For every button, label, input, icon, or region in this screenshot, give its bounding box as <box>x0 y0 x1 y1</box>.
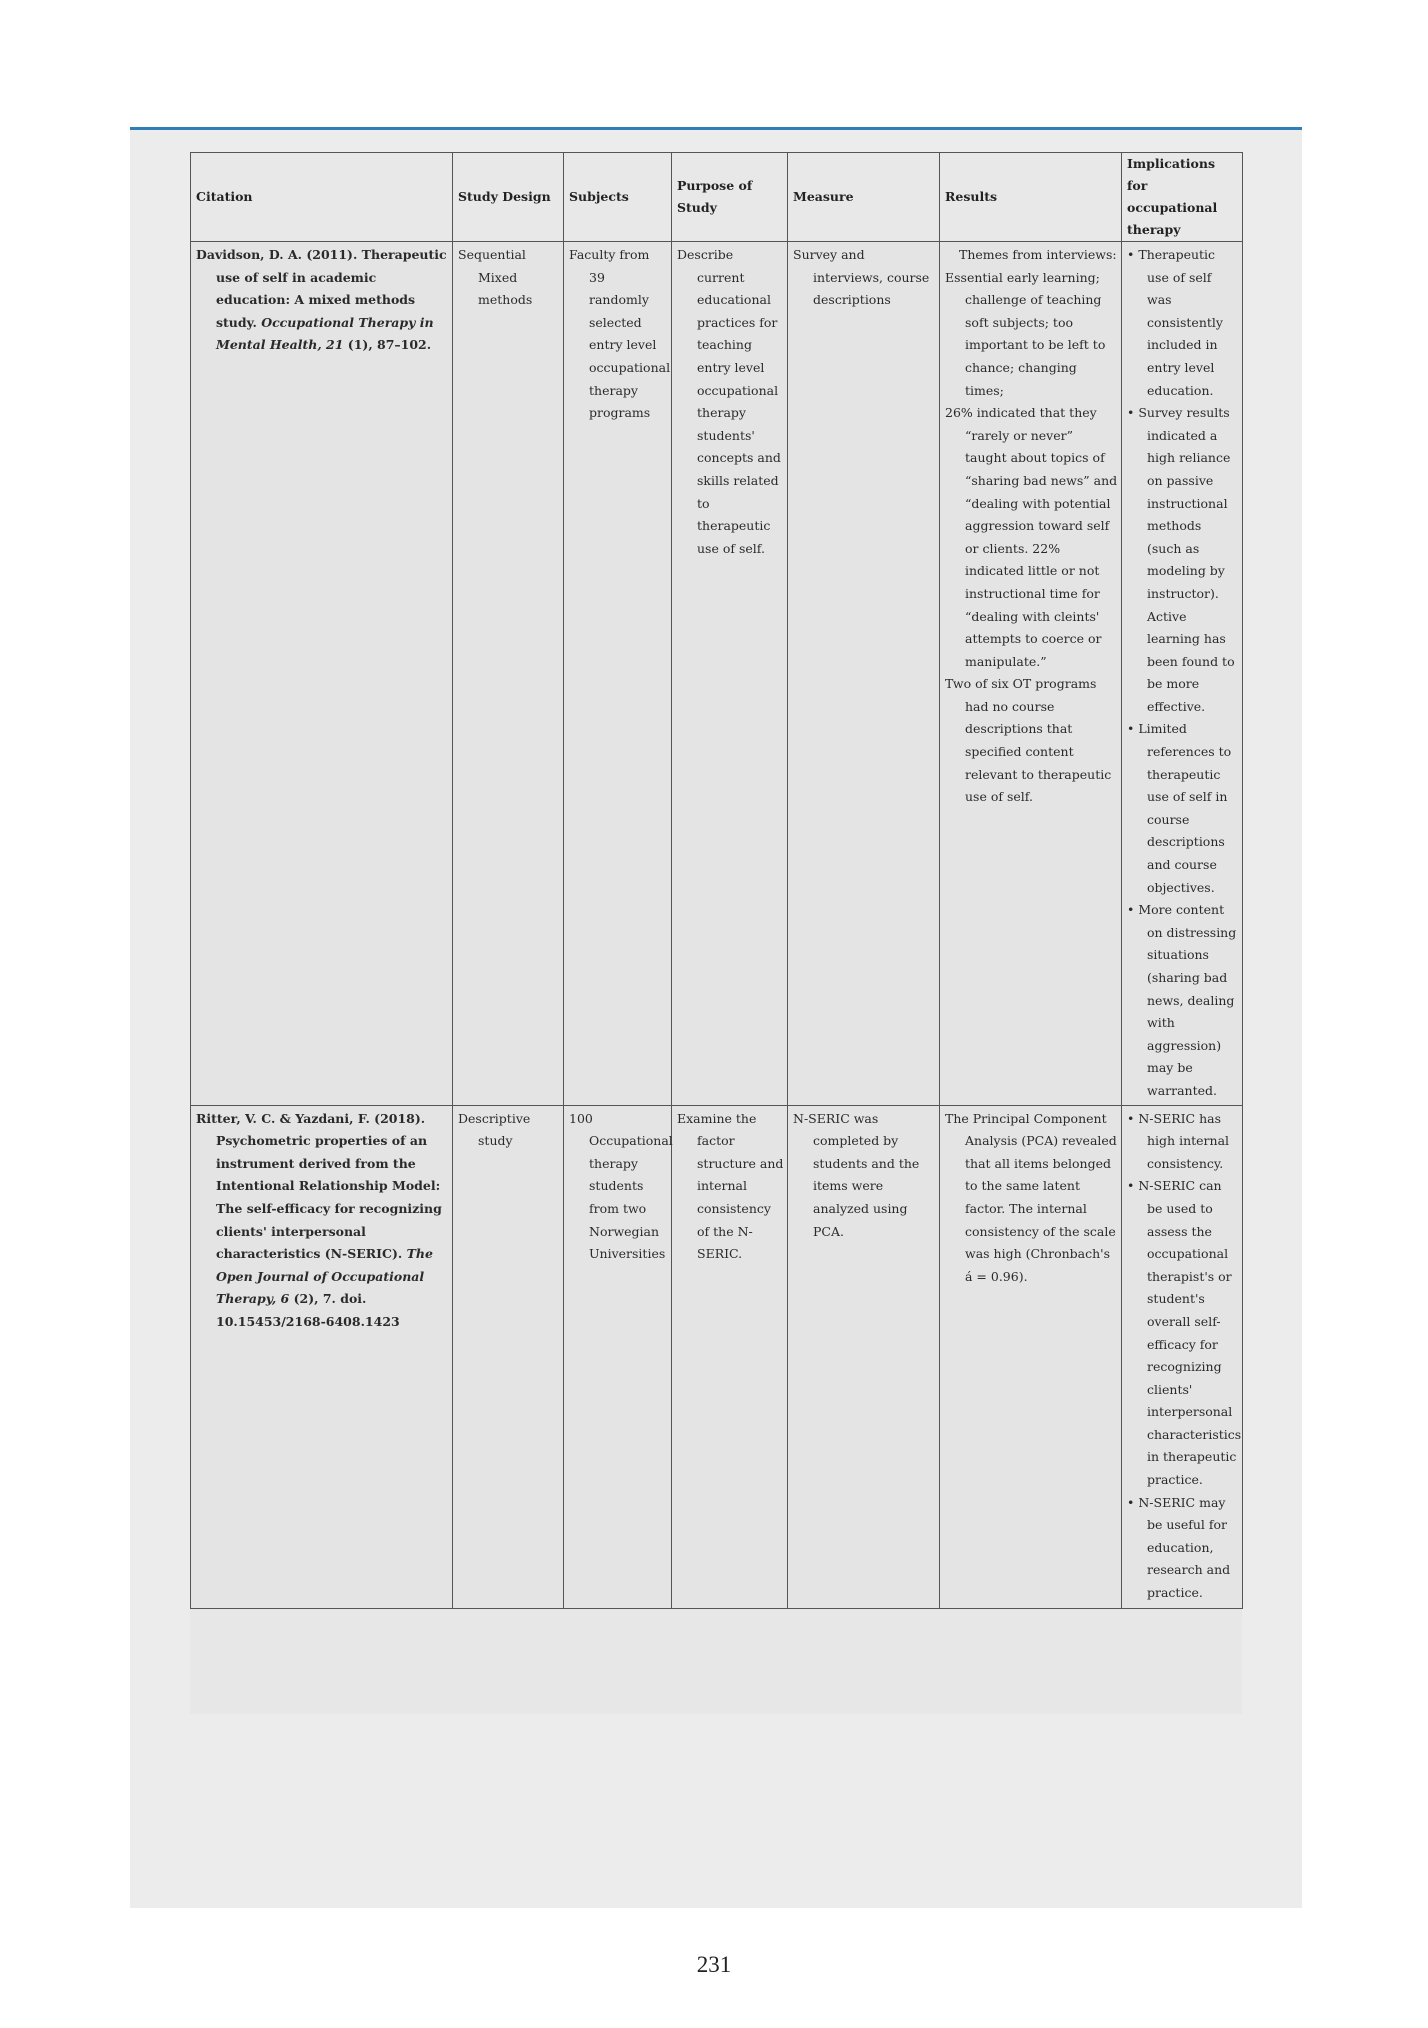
header-measure: Measure <box>788 153 940 242</box>
implication-item: • N-SERIC has high internal consistency. <box>1127 1110 1230 1171</box>
implication-item: • Therapeutic use of self was consistently included in entry level education. <box>1127 247 1223 398</box>
citation-tail: (1), 87–102. <box>343 337 432 353</box>
table-row <box>191 242 1243 1106</box>
implications-cell <box>1122 242 1243 1106</box>
results-item: Two of six OT programs had no course descriptions that specified content relevant to therapeutic use of self. <box>945 676 1112 805</box>
table-panel <box>130 130 1302 1908</box>
implication-item: • Survey results indicated a high reliance on passive instructional methods (such as modeling by instructor). Active learning has been found to be more effective. <box>1127 405 1235 714</box>
header-subjects: Subjects <box>564 153 672 242</box>
table-row <box>191 1105 1243 1608</box>
subjects-cell: Faculty from 39 randomly selected entry level occupational therapy programs <box>564 242 672 1106</box>
purpose-cell: Describe current educational practices for teaching entry level occupational therapy students' concepts and skills related to therapeutic use of self. <box>672 242 788 1106</box>
header-purpose: Purpose of Study <box>672 153 788 242</box>
header-citation: Citation <box>191 153 453 242</box>
citation-cell <box>191 242 453 1106</box>
citation-cell <box>191 1105 453 1608</box>
header-study-design: Study Design <box>453 153 564 242</box>
page-number: 231 <box>696 1952 732 1977</box>
implication-item: • More content on distressing situations (sharing bad news, dealing with aggression) may be warranted. <box>1127 902 1237 1098</box>
results-theme-heading: Themes from interviews: <box>959 247 1117 262</box>
implication-item: • N-SERIC can be used to assess the occupational therapist's or student's overall self-efficacy for recognizing clients' interpersonal characteristics in therapeutic practice. <box>1127 1178 1242 1488</box>
results-item: 26% indicated that they “rarely or never” taught about topics of “sharing bad news” and “dealing with potential aggression toward self or clients. 22% indicated little or not instructional time for “dealing with cleints' attempts to coerce or manipulate.” <box>945 405 1118 669</box>
header-implications: Implications for occupational therapy <box>1122 153 1243 242</box>
measure-cell: N-SERIC was completed by students and the items were analyzed using PCA. <box>788 1105 940 1608</box>
table-header-row <box>191 153 1243 242</box>
purpose-cell: Examine the factor structure and internal consistency of the N-SERIC. <box>672 1105 788 1608</box>
literature-table <box>190 152 1243 1609</box>
citation-text: Davidson, D. A. (2011). Therapeutic use of self in academic education: A mixed methods study. <box>196 247 447 330</box>
implication-item: • N-SERIC may be useful for education, research and practice. <box>1127 1494 1231 1601</box>
citation-journal: Occupational Therapy in Mental Health, 21 <box>216 314 434 353</box>
citation-tail: (2), 7. doi. 10.15453/2168-6408.1423 <box>216 1291 400 1329</box>
results-cell <box>940 1105 1122 1608</box>
measure-cell: Survey and interviews, course descriptions <box>788 242 940 1106</box>
study-design-cell: Sequential Mixed methods <box>453 242 564 1106</box>
study-design-cell: Descriptive study <box>453 1105 564 1608</box>
results-item: Essential early learning; challenge of teaching soft subjects; too important to be left to chance; changing times; <box>945 269 1106 398</box>
subjects-cell: 100 Occupational therapy students from two Norwegian Universities <box>564 1105 672 1608</box>
header-results: Results <box>940 153 1122 242</box>
citation-journal: The Open Journal of Occupational Therapy, 6 <box>216 1246 433 1307</box>
results-cell <box>940 242 1122 1106</box>
implication-item: • Limited references to therapeutic use of self in course descriptions and course objectives. <box>1127 721 1232 895</box>
implications-cell <box>1122 1105 1243 1608</box>
results-item: The Principal Component Analysis (PCA) revealed that all items belonged to the same latent factor. The internal consistency of the scale was high (Chronbach's á = 0.96). <box>945 1110 1117 1284</box>
citation-text: Ritter, V. C. & Yazdani, F. (2018). Psychometric properties of an instrument derived from the Intentional Relationship Model: The self-efficacy for recognizing clients' interpersonal characteristics (N-SERIC). <box>196 1110 442 1262</box>
